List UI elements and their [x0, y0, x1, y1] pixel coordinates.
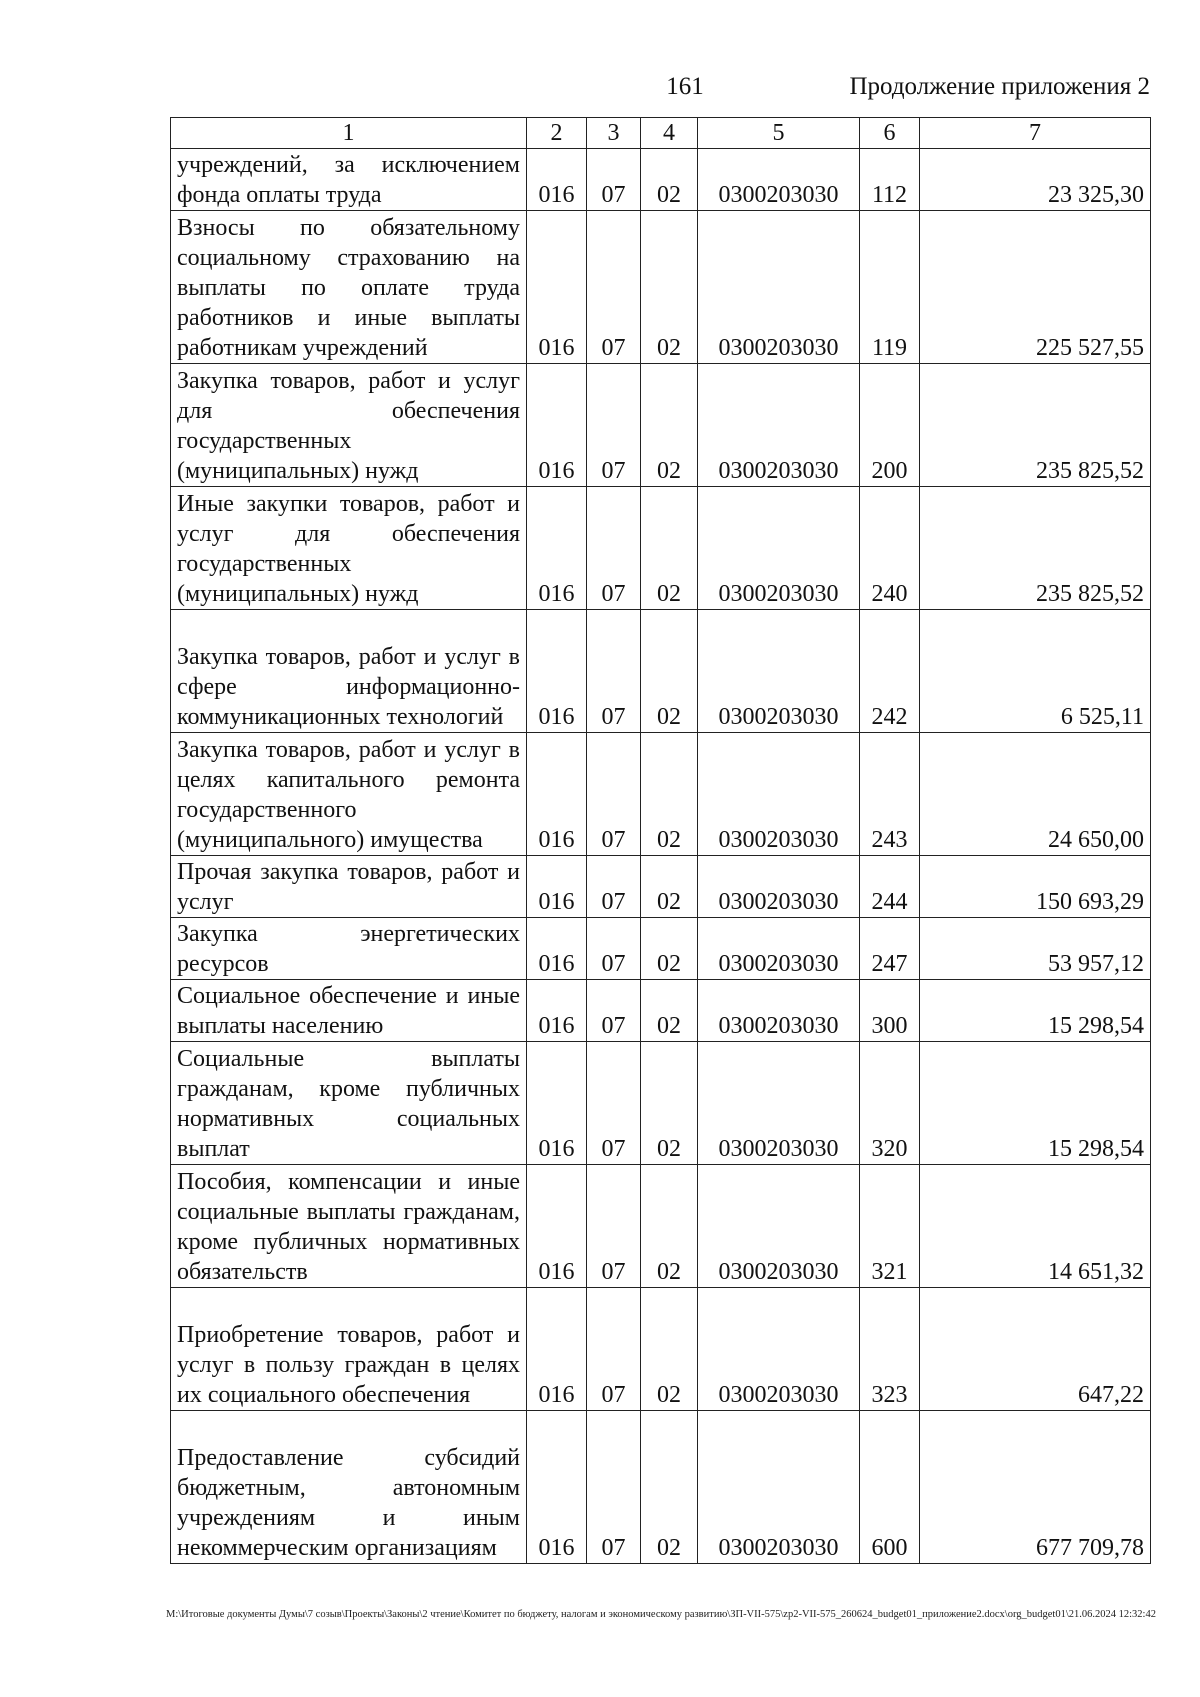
cell-amount: 6 525,11 — [920, 610, 1151, 733]
row-description: Предоставление субсидий бюджетным, автономным учреждениям и иным некоммерческим организациям — [171, 1411, 527, 1564]
cell-expense-type: 323 — [860, 1288, 920, 1411]
table-row — [171, 1288, 1151, 1411]
cell-section: 07 — [587, 856, 641, 918]
page-number: 161 — [666, 73, 704, 100]
cell-section: 07 — [587, 918, 641, 980]
table-row — [171, 980, 1151, 1042]
row-description: Закупка энергетических ресурсов — [171, 918, 527, 980]
cell-ministry-code: 016 — [527, 980, 587, 1042]
column-header: 5 — [698, 118, 860, 149]
row-description: Взносы по обязательному социальному страхованию на выплаты по оплате труда работников и иные выплаты работникам учреждений — [171, 211, 527, 364]
cell-ministry-code: 016 — [527, 1165, 587, 1288]
cell-section: 07 — [587, 1042, 641, 1165]
table-row — [171, 733, 1151, 856]
cell-amount: 150 693,29 — [920, 856, 1151, 918]
cell-subsection: 02 — [641, 364, 698, 487]
cell-section: 07 — [587, 980, 641, 1042]
cell-expense-type: 600 — [860, 1411, 920, 1564]
cell-subsection: 02 — [641, 487, 698, 610]
table-row — [171, 364, 1151, 487]
cell-subsection: 02 — [641, 1042, 698, 1165]
table-row — [171, 211, 1151, 364]
cell-subsection: 02 — [641, 980, 698, 1042]
cell-target-article: 0300203030 — [698, 1165, 860, 1288]
cell-amount: 225 527,55 — [920, 211, 1151, 364]
cell-target-article: 0300203030 — [698, 1288, 860, 1411]
cell-expense-type: 247 — [860, 918, 920, 980]
column-header: 3 — [587, 118, 641, 149]
table-row — [171, 149, 1151, 211]
cell-target-article: 0300203030 — [698, 1042, 860, 1165]
cell-expense-type: 242 — [860, 610, 920, 733]
cell-target-article: 0300203030 — [698, 211, 860, 364]
cell-expense-type: 200 — [860, 364, 920, 487]
continuation-label: Продолжение приложения 2 — [849, 73, 1150, 100]
row-description: учреждений, за исключением фонда оплаты труда — [171, 149, 527, 211]
cell-section: 07 — [587, 610, 641, 733]
cell-amount: 14 651,32 — [920, 1165, 1151, 1288]
cell-ministry-code: 016 — [527, 1042, 587, 1165]
cell-expense-type: 112 — [860, 149, 920, 211]
cell-section: 07 — [587, 364, 641, 487]
cell-expense-type: 244 — [860, 856, 920, 918]
cell-subsection: 02 — [641, 149, 698, 211]
row-description: Закупка товаров, работ и услуг для обеспечения государственных (муниципальных) нужд — [171, 364, 527, 487]
table-row — [171, 918, 1151, 980]
cell-ministry-code: 016 — [527, 918, 587, 980]
cell-expense-type: 119 — [860, 211, 920, 364]
row-description: Иные закупки товаров, работ и услуг для обеспечения государственных (муниципальных) нужд — [171, 487, 527, 610]
cell-target-article: 0300203030 — [698, 980, 860, 1042]
cell-subsection: 02 — [641, 1288, 698, 1411]
row-description: Социальное обеспечение и иные выплаты населению — [171, 980, 527, 1042]
cell-amount: 15 298,54 — [920, 1042, 1151, 1165]
column-header: 1 — [171, 118, 527, 149]
table-row — [171, 610, 1151, 733]
table-row — [171, 1411, 1151, 1564]
row-description: Приобретение товаров, работ и услуг в пользу граждан в целях их социального обеспечения — [171, 1288, 527, 1411]
table-row — [171, 1042, 1151, 1165]
cell-expense-type: 320 — [860, 1042, 920, 1165]
table-row — [171, 1165, 1151, 1288]
row-description: Прочая закупка товаров, работ и услуг — [171, 856, 527, 918]
cell-amount: 23 325,30 — [920, 149, 1151, 211]
column-header: 7 — [920, 118, 1151, 149]
cell-ministry-code: 016 — [527, 149, 587, 211]
table-row — [171, 487, 1151, 610]
cell-subsection: 02 — [641, 733, 698, 856]
table-header-row — [171, 118, 1151, 149]
cell-target-article: 0300203030 — [698, 149, 860, 211]
cell-expense-type: 243 — [860, 733, 920, 856]
cell-section: 07 — [587, 733, 641, 856]
cell-amount: 53 957,12 — [920, 918, 1151, 980]
row-description: Социальные выплаты гражданам, кроме публичных нормативных социальных выплат — [171, 1042, 527, 1165]
row-description: Закупка товаров, работ и услуг в целях капитального ремонта государственного (муниципального) имущества — [171, 733, 527, 856]
cell-ministry-code: 016 — [527, 1288, 587, 1411]
cell-ministry-code: 016 — [527, 1411, 587, 1564]
cell-amount: 24 650,00 — [920, 733, 1151, 856]
cell-amount: 647,22 — [920, 1288, 1151, 1411]
cell-subsection: 02 — [641, 856, 698, 918]
cell-expense-type: 240 — [860, 487, 920, 610]
cell-expense-type: 300 — [860, 980, 920, 1042]
cell-subsection: 02 — [641, 610, 698, 733]
row-description: Пособия, компенсации и иные социальные выплаты гражданам, кроме публичных нормативных обязательств — [171, 1165, 527, 1288]
column-header: 6 — [860, 118, 920, 149]
cell-subsection: 02 — [641, 918, 698, 980]
cell-section: 07 — [587, 1165, 641, 1288]
cell-ministry-code: 016 — [527, 487, 587, 610]
cell-target-article: 0300203030 — [698, 610, 860, 733]
cell-amount: 15 298,54 — [920, 980, 1151, 1042]
cell-target-article: 0300203030 — [698, 487, 860, 610]
row-description: Закупка товаров, работ и услуг в сфере информационно-коммуникационных технологий — [171, 610, 527, 733]
cell-subsection: 02 — [641, 211, 698, 364]
cell-subsection: 02 — [641, 1411, 698, 1564]
footer-file-path: M:\Итоговые документы Думы\7 созыв\Проекты\Законы\2 чтение\Комитет по бюджету, налогам и экономическому развитию\ЗП-VII-575\zp2-VII-575_260624_budget01_приложение2.docx\org_budget01\21.06.2024 12:32:42 — [166, 1609, 1156, 1620]
budget-table — [170, 117, 1151, 1564]
cell-section: 07 — [587, 1411, 641, 1564]
cell-amount: 235 825,52 — [920, 487, 1151, 610]
cell-expense-type: 321 — [860, 1165, 920, 1288]
cell-target-article: 0300203030 — [698, 733, 860, 856]
cell-section: 07 — [587, 211, 641, 364]
cell-subsection: 02 — [641, 1165, 698, 1288]
cell-ministry-code: 016 — [527, 610, 587, 733]
cell-ministry-code: 016 — [527, 733, 587, 856]
cell-target-article: 0300203030 — [698, 364, 860, 487]
cell-ministry-code: 016 — [527, 856, 587, 918]
cell-target-article: 0300203030 — [698, 856, 860, 918]
cell-target-article: 0300203030 — [698, 918, 860, 980]
cell-ministry-code: 016 — [527, 364, 587, 487]
cell-section: 07 — [587, 149, 641, 211]
cell-section: 07 — [587, 1288, 641, 1411]
column-header: 4 — [641, 118, 698, 149]
cell-target-article: 0300203030 — [698, 1411, 860, 1564]
column-header: 2 — [527, 118, 587, 149]
cell-amount: 235 825,52 — [920, 364, 1151, 487]
cell-section: 07 — [587, 487, 641, 610]
cell-amount: 677 709,78 — [920, 1411, 1151, 1564]
table-row — [171, 856, 1151, 918]
cell-ministry-code: 016 — [527, 211, 587, 364]
